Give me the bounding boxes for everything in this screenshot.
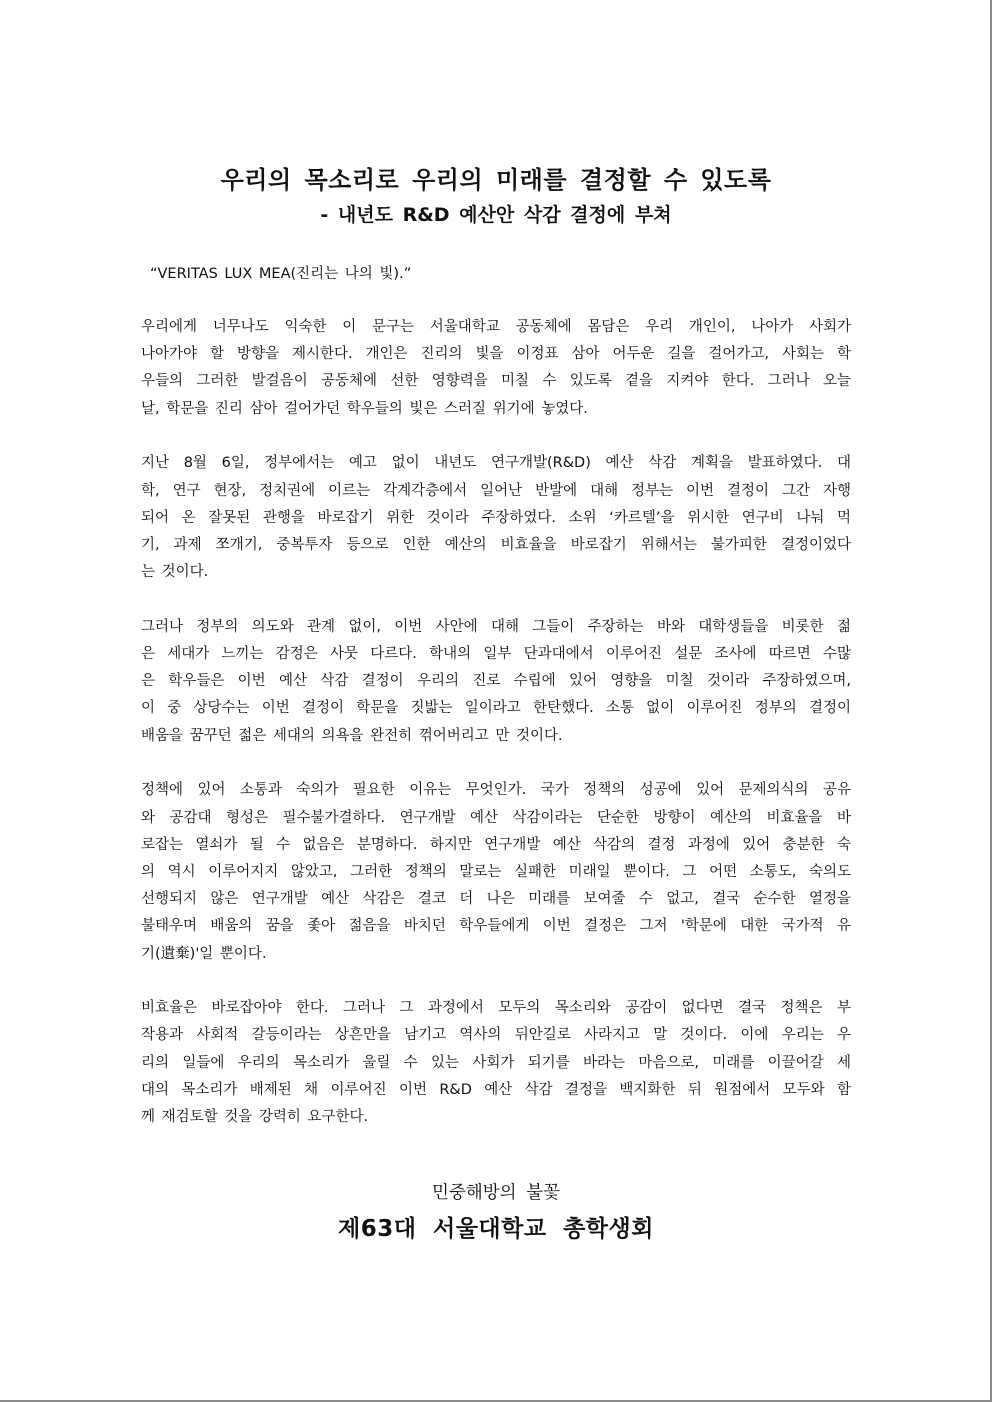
paragraph-spacer [141, 423, 851, 451]
paragraph-line: 의 역시 이루어지지 않았고, 그러한 정책의 말로는 실패한 미래일 뿐이다. 그 어떤 소통도, 숙의도 [141, 863, 851, 880]
paragraph-line: 기, 과제 쪼개기, 중복투자 등으로 인한 예산의 비효율을 바로잡기 위해서는 불가피한 결정이었다 [141, 536, 851, 553]
paragraph-line: 우리에게 너무나도 익숙한 이 문구는 서울대학교 공동체에 몸담은 우리 개인이, 나아가 사회가 [141, 319, 851, 335]
paragraph-line: 작용과 사회적 갈등이라는 상흔만을 남기고 역사의 뒤안길로 사라지고 말 것이다. 이에 우리는 우 [141, 1027, 851, 1044]
paragraph-line: 선행되지 않은 연구개발 예산 삭감은 결코 더 나은 미래를 보여줄 수 없고, 결국 순수한 열정을 [141, 891, 851, 908]
paragraph-line: 기(遺棄)'일 뿐이다. [141, 945, 267, 962]
paragraph-line: 정책에 있어 소통과 숙의가 필요한 이유는 무엇인가. 국가 정책의 성공에 있어 문제의식의 공유 [141, 782, 851, 799]
paragraph-line: 학, 연구 현장, 정치권에 이르는 각계각층에서 일어난 반발에 대해 정부는 이번 결정이 그간 자행 [141, 482, 851, 499]
signature-slogan: 민중해방의 불꽃 [432, 1183, 560, 1203]
paragraph-line: 배움을 꿈꾸던 젊은 세대의 의욕을 완전히 꺾어버리고 만 것이다. [141, 727, 563, 744]
paragraph-2 [141, 450, 851, 586]
paragraph-spacer [141, 968, 851, 996]
paragraph-line: 리의 일들에 우리의 목소리가 울릴 수 있는 사회가 되기를 바라는 마음으로, 미래를 이끌어갈 세 [141, 1054, 851, 1071]
paragraph-spacer [141, 288, 851, 314]
paragraph-1 [141, 314, 851, 423]
paragraph-line: 나아가야 할 방향을 제시한다. 개인은 진리의 빛을 이정표 삼아 어두운 길을 걸어가고, 사회는 학 [141, 346, 851, 363]
document-title: 우리의 목소리로 우리의 미래를 결정할 수 있도록 [220, 166, 772, 194]
paragraph-line: 불태우며 배움의 꿈을 좇아 젊음을 바치던 학우들에게 이번 결정은 그저 '학문에 대한 국가적 유 [141, 918, 851, 935]
paragraph-spacer [141, 586, 851, 614]
paragraph-line: 대의 목소리가 배제된 채 이루어진 이번 R&D 예산 삭감 결정을 백지화한 뒤 원점에서 모두와 함 [141, 1081, 851, 1098]
paragraph-line: 우들의 그러한 발걸음이 공동체에 선한 영향력을 미칠 수 있도록 곁을 지켜야 한다. 그러나 오늘 [141, 373, 851, 390]
paragraph-5 [141, 995, 851, 1131]
paragraph-line: 되어 온 잘못된 관행을 바로잡기 위한 것이라 주장하였다. 소위 ‘카르텔’을 위시한 연구비 나눠 먹 [141, 509, 851, 526]
paragraph-line: 은 학우들은 이번 예산 삭감 결정이 우리의 진로 수립에 있어 영향을 미칠 것이라 주장하였으며, [141, 673, 851, 690]
document-subtitle: - 내년도 R&D 예산안 삭감 결정에 부쳐 [320, 204, 672, 226]
paragraph-line: 로잡는 열쇠가 될 수 없음은 분명하다. 하지만 연구개발 예산 삭감의 결정 과정에 있어 충분한 숙 [141, 836, 851, 853]
paragraph-4 [141, 777, 851, 967]
paragraph-3 [141, 614, 851, 750]
paragraph-line: 와 공감대 형성은 필수불가결하다. 연구개발 예산 삭감이라는 단순한 방향이 예산의 비효율을 바 [141, 809, 851, 826]
signature-organization: 제63대 서울대학교 총학생회 [338, 1216, 654, 1242]
paragraph-line: 지난 8월 6일, 정부에서는 예고 없이 내년도 연구개발(R&D) 예산 삭감 계획을 발표하였다. 대 [141, 455, 851, 472]
signature-block [0, 1175, 992, 1247]
paragraph-line: 비효율은 바로잡아야 한다. 그러나 그 과정에서 모두의 목소리와 공감이 없다면 결국 정책은 부 [141, 1000, 851, 1017]
document-body [141, 160, 851, 1131]
paragraph-line: 은 세대가 느끼는 감정은 사뭇 다르다. 학내의 일부 단과대에서 이루어진 설문 조사에 따르면 수많 [141, 646, 851, 663]
paragraph-line: 께 재검토할 것을 강력히 요구한다. [141, 1109, 369, 1126]
paragraph-line: 그러나 정부의 의도와 관계 없이, 이번 사안에 대해 그들이 주장하는 바와 대학생들을 비롯한 젊 [141, 618, 851, 635]
paragraph-line: 이 중 상당수는 이번 결정이 학문을 짓밟는 일이라고 한탄했다. 소통 없이 이루어진 정부의 결정이 [141, 700, 851, 717]
paragraph-spacer [141, 750, 851, 778]
paragraph-line: 날, 학문을 진리 삼아 걸어가던 학우들의 빛은 스러질 위기에 놓였다. [141, 400, 588, 417]
paragraph-line: 는 것이다. [141, 564, 209, 581]
motto-quote: “VERITAS LUX MEA(진리는 나의 빛).” [150, 266, 412, 282]
